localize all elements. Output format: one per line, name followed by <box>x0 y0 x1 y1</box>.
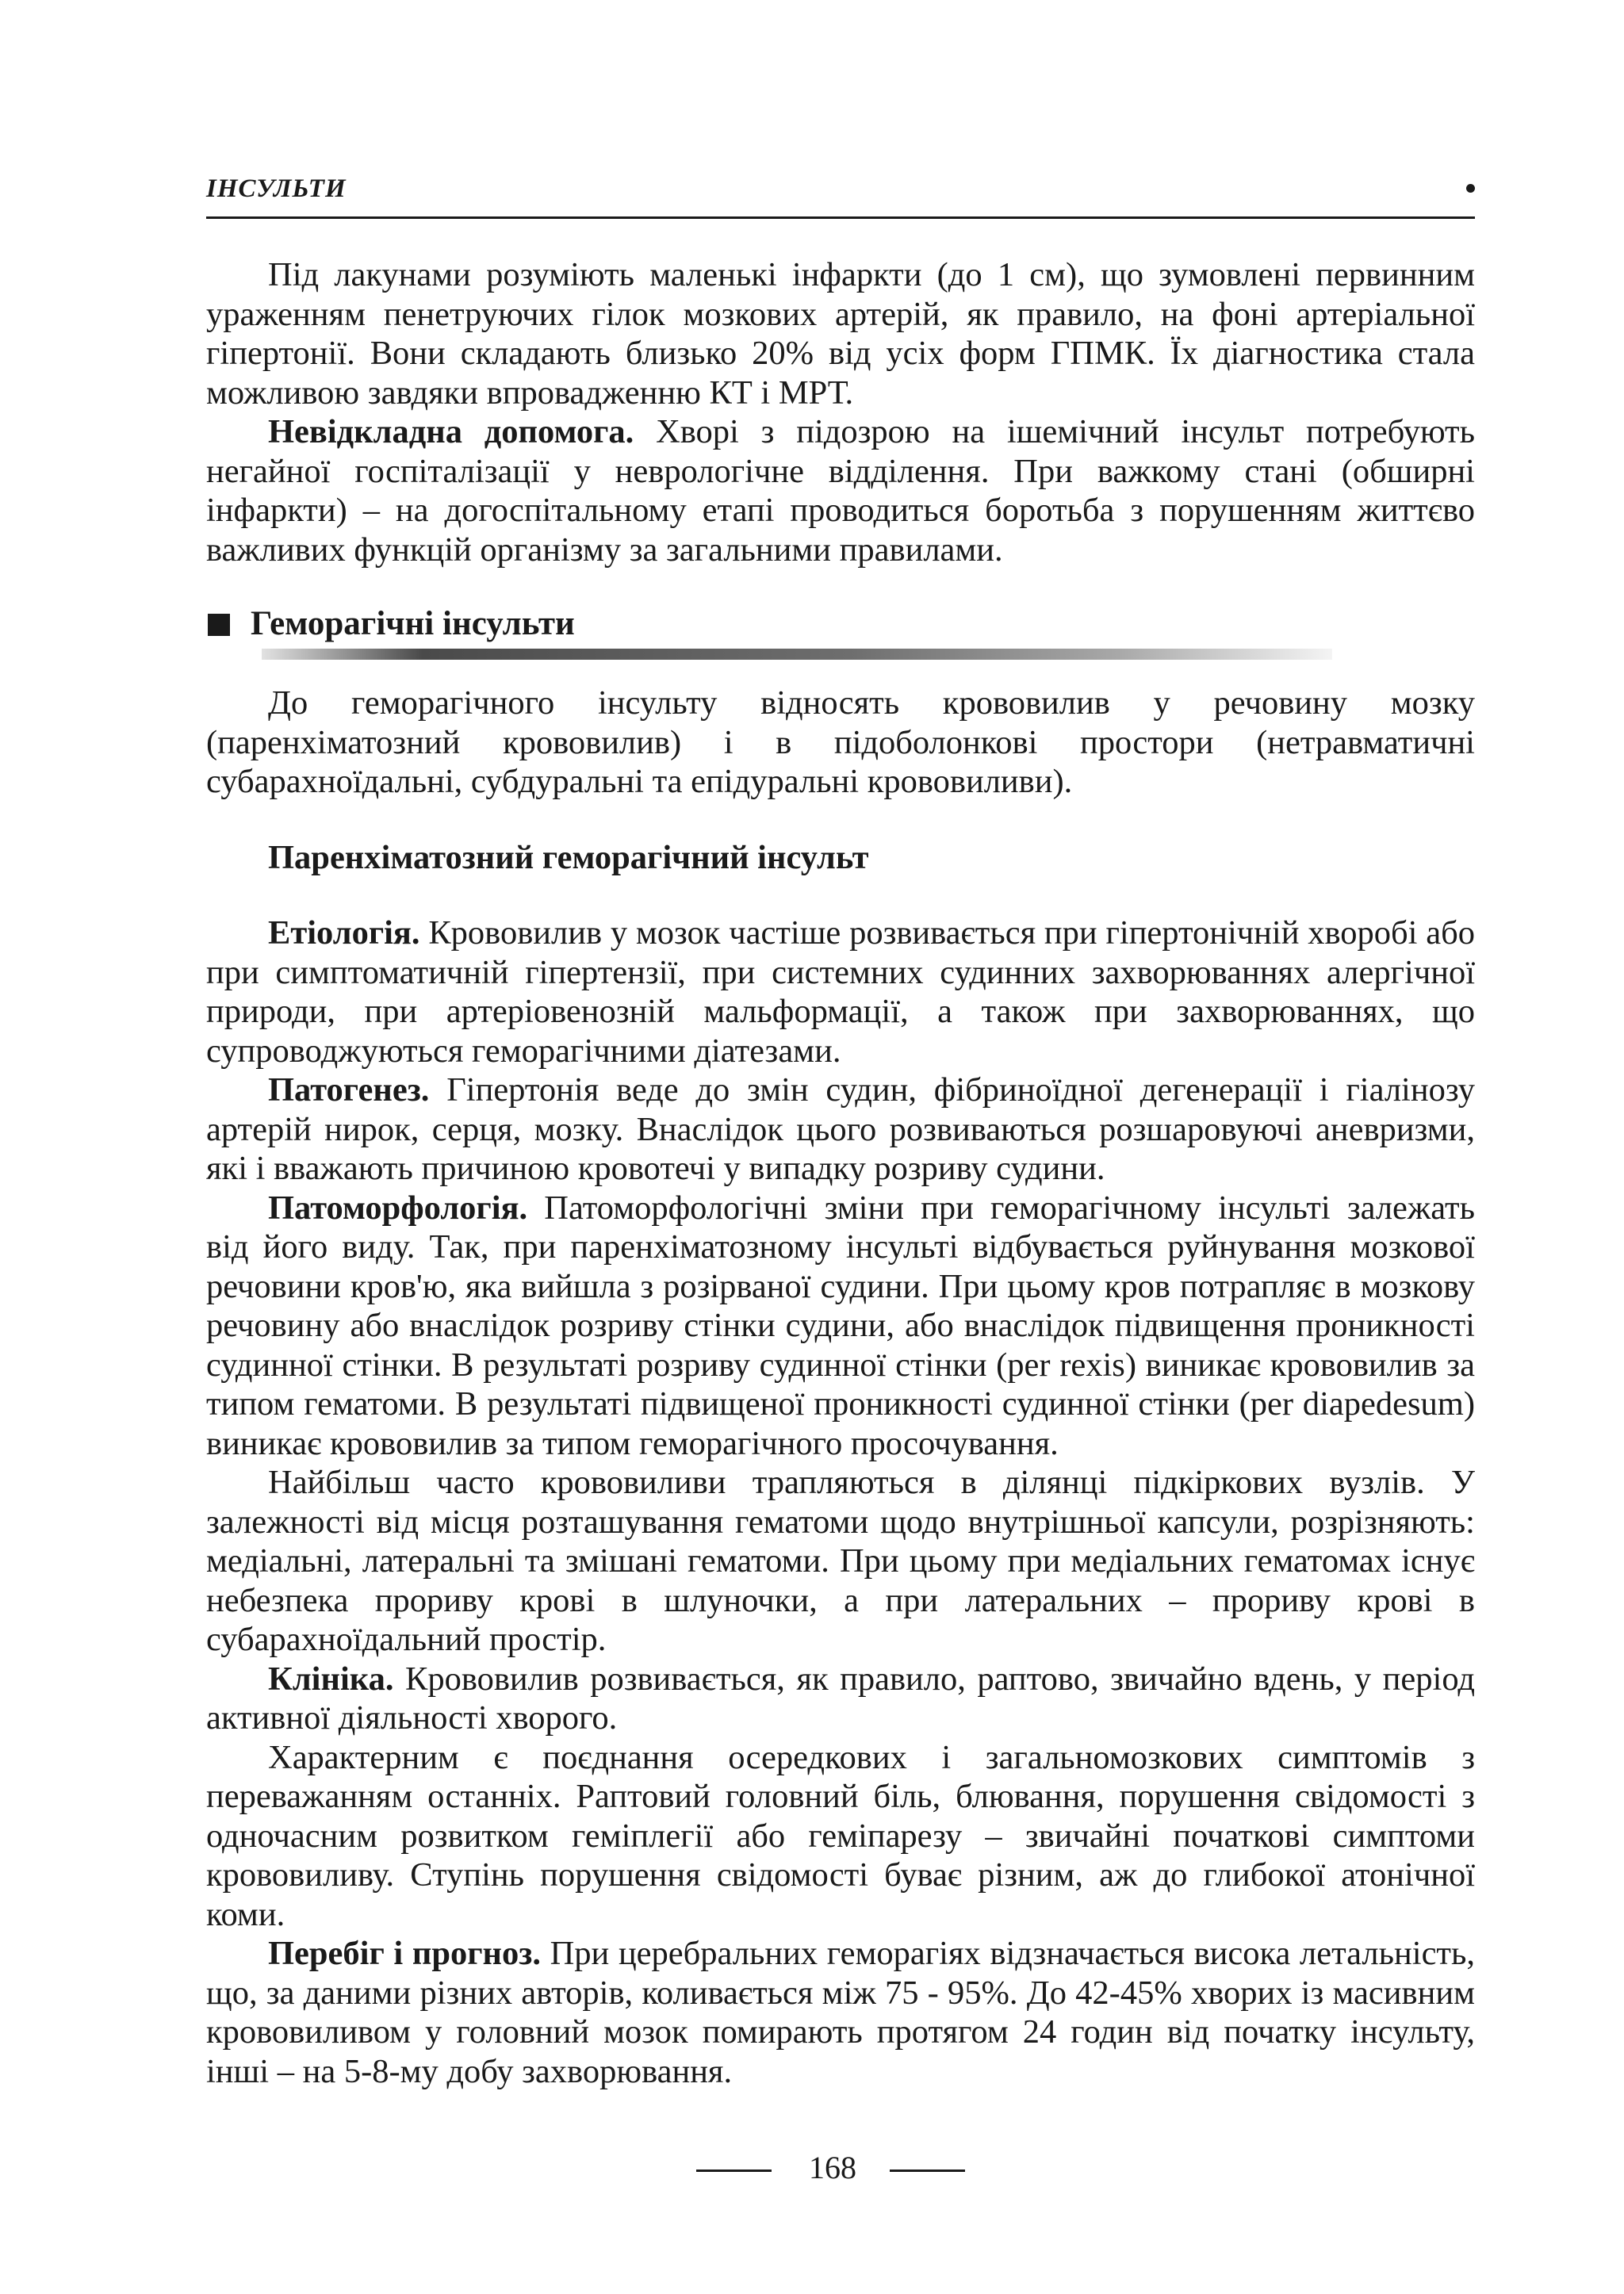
paragraph-lead: Патогенез. <box>268 1071 430 1109</box>
pathomorphology-paragraph <box>206 1189 1475 1464</box>
page-number: 168 <box>809 2150 856 2185</box>
paragraph-lead: Етіологія. <box>268 914 420 952</box>
urgent-care-paragraph <box>206 412 1475 569</box>
section-heading <box>208 604 1477 652</box>
paragraph-text: При церебральних геморагіях відзначається висока летальність, що, за даними різних авторів, коливається між 75 - 95%. До 42-45% хворих із масивним крововиливом у головний мозок помирають протягом 24 годин від початку інсульту, інші – на 5-8-му добу захворювання. <box>206 1935 1476 2090</box>
intro-paragraph: Під лакунами розуміють маленькі інфаркти (до 1 см), що зумовлені первинним ураженням пенетруючих гілок мозкових артерій, як правило, на фоні артеріальної гіпертонії. Вони складають близько 20% від усіх форм ГПМК. Їх діагностика стала можливою завдяки впровадженню КТ і МРТ. <box>206 256 1475 412</box>
urgent-care-text: Хворі з підозрою на ішемічний інсульт потребують негайної госпіталізації у неврологічне відділення. При важкому стані (обширні інфаркти) – на догоспітальному етапі проводиться боротьба з порушенням життєво важливих функцій організму за загальними правилами. <box>206 413 1475 569</box>
section-square-icon <box>208 614 230 636</box>
running-header <box>206 174 1475 214</box>
etiology-paragraph <box>206 913 1475 1070</box>
symptoms-paragraph <box>206 1738 1475 1935</box>
urgent-care-lead: Невідкладна допомога. <box>268 413 634 450</box>
main-text-block <box>206 913 1475 2091</box>
header-bullet-icon <box>1466 184 1475 193</box>
footer-dash <box>890 2170 965 2172</box>
header-rule <box>206 216 1475 219</box>
subsection-title: Паренхіматозний геморагічний інсульт <box>268 839 869 876</box>
pathogenesis-paragraph <box>206 1070 1475 1189</box>
prognosis-paragraph <box>206 1934 1475 2091</box>
paragraph-lead: Перебіг і прогноз. <box>268 1935 541 1972</box>
section-heading-bar <box>262 649 1332 660</box>
page-footer <box>682 2149 983 2189</box>
footer-dash <box>696 2170 772 2172</box>
paragraph-text: Характерним є поєднання осередкових і загальномозкових симптомів з переважанням останніх. Раптовий головний біль, блювання, порушення свідомості з одночасним розвитком геміплегії або геміпарезу – звичайні початкові симптоми крововиливу. Ступінь порушення свідомості буває різним, аж до глибокої атонічної коми. <box>206 1738 1475 1933</box>
section-title: Геморагічні інсульти <box>251 605 575 642</box>
paragraph-text: Патоморфологічні зміни при геморагічному інсульті залежать від його виду. Так, при паренхіматозному інсульті відбувається руйнування мозкової речовини кров'ю, яка вийшла з розірваної судини. При цьому кров потрапляє в мозкову речовину або внаслідок розриву стінки судини, або внаслідок підвищення проникності судинної стінки. В результаті розриву судинної стінки (per rexis) виникає крововилив за типом гематоми. В результаті підвищеної проникності судинної стінки (per diapedesum) виникає крововилив за типом геморагічного просочування. <box>206 1189 1475 1462</box>
section-intro-paragraph: До геморагічного інсульту відносять крововилив у речовину мозку (паренхіматозний крововилив) і в підоболонкові простори (нетравматичні субарахноїдальні, субдуральні та епідуральні крововиливи). <box>206 684 1475 800</box>
section-intro-block <box>206 684 1475 802</box>
clinic-paragraph <box>206 1660 1475 1738</box>
paragraph-text: Крововилив розвивається, як правило, раптово, звичайно вдень, у період активної діяльності хворого. <box>206 1660 1475 1737</box>
paragraph-lead: Патоморфологія. <box>268 1189 528 1227</box>
paragraph-text: Крововилив у мозок частіше розвивається при гіпертонічній хворобі або при симптоматичній гіпертензії, при системних судинних захворюваннях алергічної природи, при артеріовенозній мальформації, а також при захворюваннях, що супроводжуються геморагічними діатезами. <box>206 914 1475 1070</box>
paragraph-lead: Клініка. <box>268 1660 394 1698</box>
intro-block <box>206 255 1475 569</box>
paragraph-text: Гіпертонія веде до змін судин, фібриноїдної дегенерації і гіалінозу артерій нирок, серця, мозку. Внаслідок цього розвиваються розшаровуючі аневризми, які і вважають причиною кровотечі у випадку розриву судини. <box>206 1071 1475 1187</box>
hematoma-paragraph <box>206 1463 1475 1660</box>
paragraph-text: Найбільш часто крововиливи трапляються в ділянці підкіркових вузлів. У залежності від місця розташування гематоми щодо внутрішньої капсули, розрізняють: медіальні, латеральні та змішані гематоми. При цьому при медіальних гематомах існує небезпека прориву крові в шлуночки, а при латеральних – прориву крові в субарахноїдальний простір. <box>206 1464 1475 1658</box>
running-title: ІНСУЛЬТИ <box>206 174 347 203</box>
